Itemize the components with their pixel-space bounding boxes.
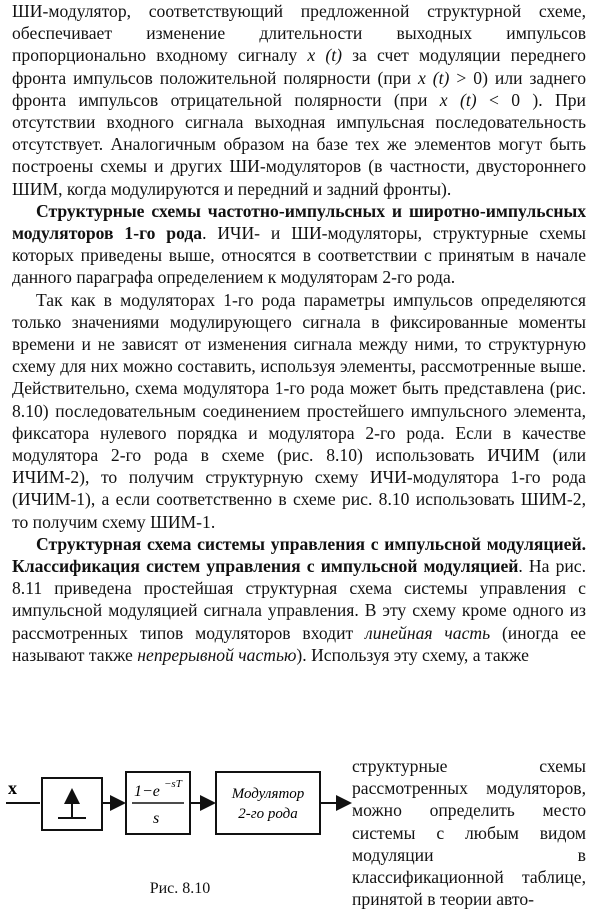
text-run: . ИЧИ- и ШИ-модуляторы, структурные схемы которых приведены выше, относятся в соответствии с принятым в начале данного параграфа определением к модуляторам 2-го рода.: [12, 223, 586, 288]
text-run: за счет модуляции переднего фронта импульсов положительной полярности (при: [12, 45, 586, 88]
text-run: > 0) или заднего фронта импульсов отрицательной полярности (при: [12, 67, 586, 110]
body-text: [12, 0, 586, 666]
italic-term: x (t): [439, 89, 477, 110]
text-run: ШИ-модулятор, соответствующий предложенной структурной схеме, обеспечивает изменение длительности выходных импульсов пропорционально входному сигналу: [12, 1, 586, 66]
modulator-label-2: 2-го рода: [238, 806, 298, 822]
figure-caption: Рис. 8.10: [149, 880, 211, 897]
modulator-block: [216, 772, 320, 834]
bold-heading: Структурная схема системы управления с импульсной модуляцией. Классификация систем управления с импульсной модуляцией: [12, 533, 586, 577]
paragraph: [12, 533, 586, 666]
hold-numerator: 1−e: [134, 783, 160, 800]
text-run: < 0 ). При отсутствии входного сигнала выходная импульсная последовательность отсутствует. Аналогичным образом на базе тех же элементов могут быть построены схемы и других ШИ-модуляторов (в частности, двустороннего ШИМ, когда модулируются и передний и задний фронты).: [12, 89, 586, 199]
text-run: . На рис. 8.11 приведена простейшая структурная схема системы управления с импульсной модуляцией сигнала управления. В эту схему кроме одного из рассмотренных типов модуляторов входит: [12, 556, 586, 643]
italic-term: линейная часть: [365, 622, 491, 643]
italic-term: непрерывной частью: [137, 644, 297, 665]
italic-term: x (t): [418, 67, 450, 88]
text-run: ). Используя эту схему, а также: [296, 644, 529, 665]
italic-term: x (t): [307, 45, 342, 66]
paragraph: [12, 289, 586, 533]
wrapped-text-column: [352, 755, 586, 910]
modulator-label-1: Модулятор: [231, 786, 305, 802]
paragraph: [12, 0, 586, 200]
input-label: x: [8, 778, 17, 798]
text-run: (иногда ее называют также: [12, 622, 586, 665]
paragraph: [12, 200, 586, 289]
bold-heading: Структурные схемы частотно-импульсных и широтно-импульсных модуляторов 1-го рода: [12, 200, 586, 244]
hold-denominator: s: [153, 810, 160, 827]
hold-exponent: −sT: [164, 778, 182, 790]
wrapped-paragraph: структурные схемы рассмотренных модуляторов, можно определить место системы с любым видом модуляции в классификационной таблице, принятой в теории авто-: [352, 756, 586, 910]
text-run: Так как в модуляторах 1-го рода параметры импульсов определяются только значениями модулирующего сигнала в фиксированные моменты времени и не зависят от изменения сигнала между ними, то структурную схему для них можно составить, используя элементы, рассмотренные выше. Действительно, схема модулятора 1-го рода может быть представлена (рис. 8.10) последовательным соединением простейшего импульсного элемента, фиксатора нулевого порядка и модулятора 2-го рода. Если в качестве модулятора 2-го рода в схеме (рис. 8.10) использовать ИЧИМ (или ИЧИМ-2), то получим структурную схему ИЧИ-модулятора 1-го рода (ИЧИМ-1), а если соответственно в схеме рис. 8.10 использовать ШИМ-2, то получим схему ШИМ-1.: [12, 289, 586, 532]
